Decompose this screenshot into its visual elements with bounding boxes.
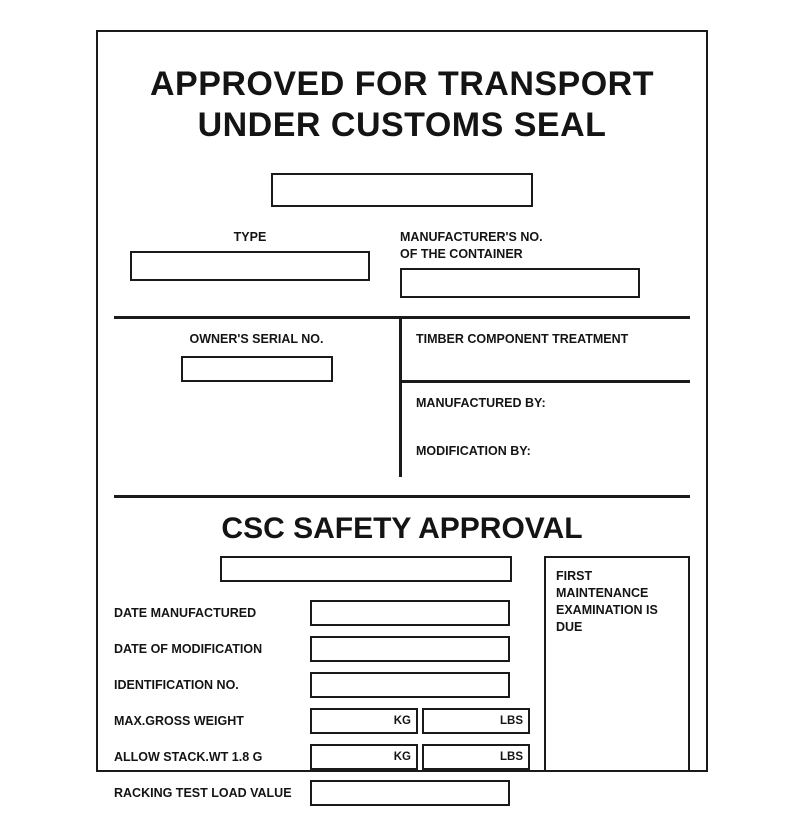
row-date-of-modification: [114, 634, 530, 664]
type-label: TYPE: [233, 229, 267, 244]
racking-test-load-value-field[interactable]: [310, 780, 510, 806]
treatment-group: [402, 319, 690, 477]
manufacturer-number-field[interactable]: [400, 268, 640, 298]
timber-treatment-label: TIMBER COMPONENT TREATMENT: [416, 331, 629, 346]
title-line-2: UNDER CUSTOMS SEAL: [197, 106, 607, 145]
first-maintenance-label-line-2: EXAMINATION IS DUE: [556, 603, 658, 635]
middle-section: [114, 319, 690, 477]
owner-serial-field[interactable]: [181, 356, 333, 382]
csc-approval-plate: [96, 30, 708, 800]
allow-stack-weight-kg-field[interactable]: [310, 744, 418, 770]
allow-stack-weight-lbs-unit: LBS: [500, 750, 523, 763]
type-field[interactable]: [130, 251, 370, 281]
row-date-manufactured: [114, 598, 530, 628]
max-gross-weight-kg-unit: KG: [393, 714, 411, 727]
csc-safety-approval-title: CSC SAFETY APPROVAL: [221, 511, 583, 545]
identification-no-field[interactable]: [310, 672, 510, 698]
date-of-modification-label: DATE OF MODIFICATION: [114, 641, 263, 656]
plate-title: [98, 64, 706, 147]
approval-number-row: [98, 173, 706, 207]
allow-stack-weight-kg-unit: KG: [393, 750, 411, 763]
modification-by-cell: [402, 431, 690, 477]
manufactured-by-label: MANUFACTURED BY:: [416, 395, 546, 410]
manufacturer-label-line-1: MANUFACTURER'S NO.: [400, 229, 543, 244]
approval-number-field[interactable]: [271, 173, 533, 207]
manufactured-by-cell: [402, 383, 690, 431]
row-identification-no: [114, 670, 530, 700]
csc-approval-field[interactable]: [220, 556, 512, 582]
modification-by-label: MODIFICATION BY:: [416, 443, 531, 458]
row-max-gross-weight: [114, 706, 530, 736]
identification-no-label: IDENTIFICATION NO.: [114, 677, 239, 692]
owner-serial-group: [114, 319, 402, 477]
max-gross-weight-lbs-field[interactable]: [422, 708, 530, 734]
first-maintenance-box[interactable]: [544, 556, 690, 772]
lower-section: [114, 556, 690, 814]
first-maintenance-label-line-1: FIRST MAINTENANCE: [556, 568, 649, 600]
lower-left-column: [114, 556, 530, 814]
racking-test-load-value-label: RACKING TEST LOAD VALUE: [114, 785, 292, 800]
max-gross-weight-lbs-unit: LBS: [500, 714, 523, 727]
type-group: [130, 229, 370, 298]
type-and-manufacturer-row: [98, 229, 706, 298]
max-gross-weight-kg-field[interactable]: [310, 708, 418, 734]
date-manufactured-field[interactable]: [310, 600, 510, 626]
title-line-1: APPROVED FOR TRANSPORT: [149, 65, 655, 103]
owner-serial-label: OWNER'S SERIAL NO.: [189, 331, 324, 346]
allow-stack-weight-lbs-field[interactable]: [422, 744, 530, 770]
max-gross-weight-label: MAX.GROSS WEIGHT: [114, 713, 244, 728]
divider-lower: [114, 495, 690, 498]
allow-stack-weight-label: ALLOW STACK.WT 1.8 G: [114, 749, 263, 764]
timber-treatment-cell: [402, 319, 690, 383]
row-allow-stack-weight: [114, 742, 530, 772]
date-of-modification-field[interactable]: [310, 636, 510, 662]
manufacturer-number-group: [400, 229, 640, 298]
lower-right-column: [544, 556, 690, 814]
manufacturer-label-line-2: OF THE CONTAINER: [400, 246, 523, 261]
date-manufactured-label: DATE MANUFACTURED: [114, 605, 257, 620]
row-racking-test-load-value: [114, 778, 530, 808]
